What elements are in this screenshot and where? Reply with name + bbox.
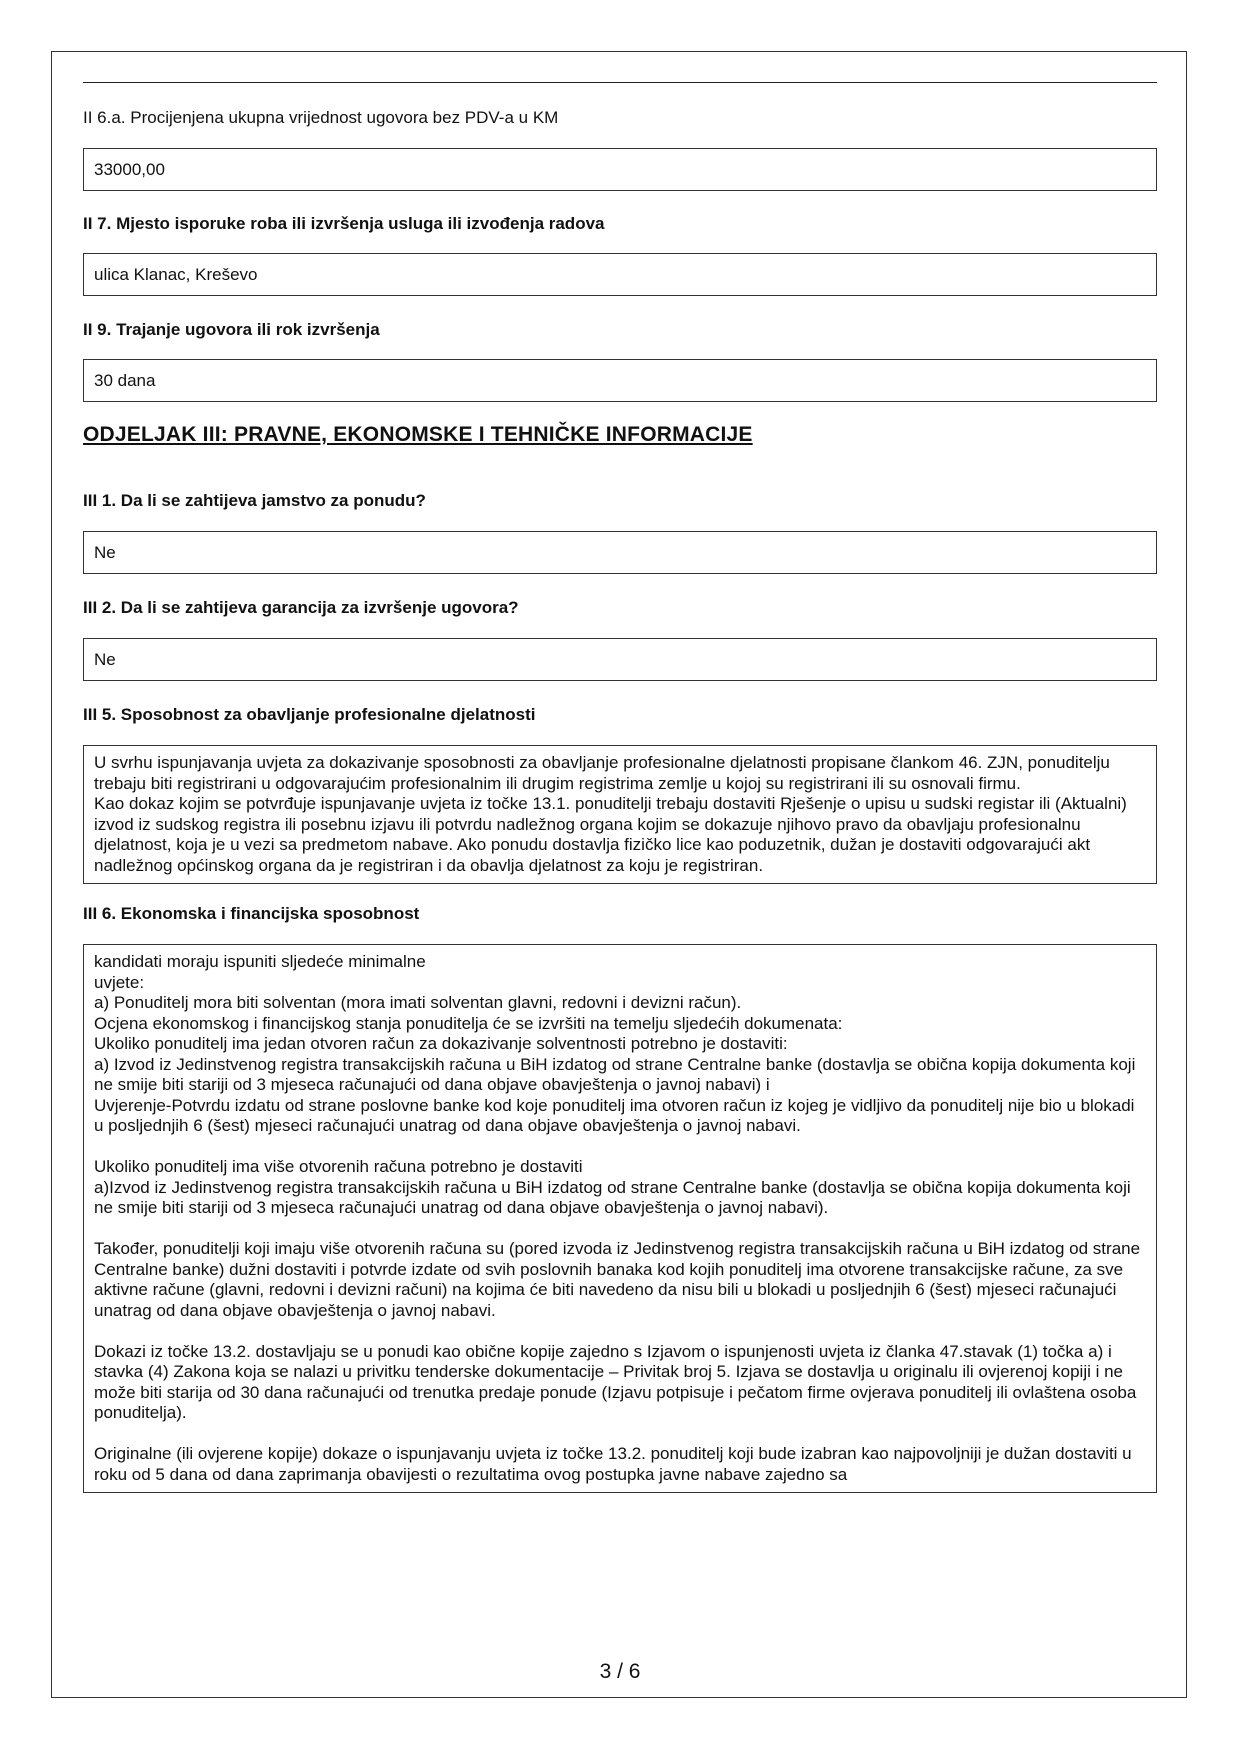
question-value-economic-capability: kandidati moraju ispuniti sljedeće minimalne uvjete: a) Ponuditelj mora biti solventan (mora imati solventan glavni, redovni i devizni račun). Ocjena ekonomskog i financijskog stanja ponuditelja će se izvršiti na temelju sljedećih dokumenata: Ukoliko ponuditelj ima jedan otvoren račun za dokazivanje solventnosti potrebno je dostaviti: a) Izvod iz Jedinstvenog registra transakcijskih računa u BiH izdatog od strane Centralne banke (dostavlja se obična kopija dokumenta koji ne smije biti stariji od 3 mjeseca računajući od dana objave obavještenja o javnoj nabavi) i Uvjerenje-Potvrdu izdatu od strane poslovne banke kod koje ponuditelj ima otvoren račun iz kojeg je vidljivo da ponuditelj nije bio u blokadi u posljednjih 6 (šest) mjeseci računajući unatrag od dana objave obavještenja o javnoj nabavi. Ukoliko ponuditelj ima više otvorenih računa potrebno je dostaviti a)Izvod iz Jedinstvenog registra transakcijskih računa u BiH izdatog od strane Centralne banke (dostavlja se obična kopija dokumenta koji ne smije biti stariji od 3 mjeseca računajući unatrag od dana objave obavještenja o javnoj nabavi). Također, ponuditelji koji imaju više otvorenih računa su (pored izvoda iz Jedinstvenog registra transakcijskih računa u BiH izdatog od strane Centralne banke) dužni dostaviti i potvrde izdate od svih poslovnih banaka kod kojih ponuditelj ima otvorene transakcijske račune, za sve aktivne račune (glavni, redovni i devizni računi) na kojima će biti navedeno da nisu bili u blokadi u posljednjih 6 (šest) mjeseci računajući unatrag od dana objave obavještenja o javnoj nabavi. Dokazi iz točke 13.2. dostavljaju se u ponudi kao obične kopije zajedno s Izjavom o ispunjenosti uvjeta iz članka 47.stavak (1) točka a) i stavka (4) Zakona koja se nalazi u privitku tenderske dokumentacije – Privitak broj 5. Izjava se dostavlja u originalu ili ovjerenoj kopiji i ne može biti starija od 30 dana računajući od trenutka predaje ponude (Izjavu potpisuje i pečatom firme ovjerava ponuditelj ili ovlaštena osoba ponuditelja). Originalne (ili ovjerene kopije) dokaze o ispunjavanju uvjeta iz točke 13.2. ponuditelj koji bude izabran kao najpovoljniji je dužan dostaviti u roku od 5 dana od dana zaprimanja obavijesti o rezultatima ovog postupka javne nabave zajedno sa bbox=[83, 944, 1157, 1493]
field-value-estimated-value: 33000,00 bbox=[83, 148, 1157, 191]
field-value-contract-duration: 30 dana bbox=[83, 359, 1157, 402]
field-label-delivery-place: II 7. Mjesto isporuke roba ili izvršenja usluga ili izvođenja radova bbox=[83, 214, 605, 233]
section-title: ODJELJAK III: PRAVNE, EKONOMSKE I TEHNIČKE INFORMACIJE bbox=[83, 423, 753, 446]
question-label-professional-capability: III 5. Sposobnost za obavljanje profesionalne djelatnosti bbox=[83, 705, 536, 724]
question-value-performance-guarantee: Ne bbox=[83, 638, 1157, 681]
question-label-economic-capability: III 6. Ekonomska i financijska sposobnost bbox=[83, 904, 420, 923]
question-value-bid-guarantee: Ne bbox=[83, 531, 1157, 574]
field-value-delivery-place: ulica Klanac, Kreševo bbox=[83, 253, 1157, 296]
document-content bbox=[83, 82, 1157, 1493]
field-label-estimated-value: II 6.a. Procijenjena ukupna vrijednost ugovora bez PDV-a u KM bbox=[83, 108, 559, 127]
question-label-bid-guarantee: III 1. Da li se zahtijeva jamstvo za ponudu? bbox=[83, 491, 426, 510]
question-label-performance-guarantee: III 2. Da li se zahtijeva garancija za izvršenje ugovora? bbox=[83, 598, 519, 617]
page-number: 3 / 6 bbox=[599, 1660, 641, 1683]
top-rule bbox=[83, 82, 1157, 83]
field-label-contract-duration: II 9. Trajanje ugovora ili rok izvršenja bbox=[83, 320, 380, 339]
question-value-professional-capability: U svrhu ispunjavanja uvjeta za dokazivanje sposobnosti za obavljanje profesionalne djelatnosti propisane člankom 46. ZJN, ponuditelju trebaju biti registrirani u odgovarajućim profesionalnim ili drugim registrima zemlje u kojoj su registrirani ili su osnovali firmu. Kao dokaz kojim se potvrđuje ispunjavanje uvjeta iz točke 13.1. ponuditelji trebaju dostaviti Rješenje o upisu u sudski registar ili (Aktualni) izvod iz sudskog registra ili posebnu izjavu ili potvrdu nadležnog organa kojim se dokazuje njihovo pravo da obavljaju profesionalnu djelatnost, koja je u vezi sa predmetom nabave. Ako ponudu dostavlja fizičko lice kao poduzetnik, dužan je dostaviti odgovarajući akt nadležnog općinskog organa da je registriran i da obavlja djelatnost za koju je registriran. bbox=[83, 745, 1157, 884]
